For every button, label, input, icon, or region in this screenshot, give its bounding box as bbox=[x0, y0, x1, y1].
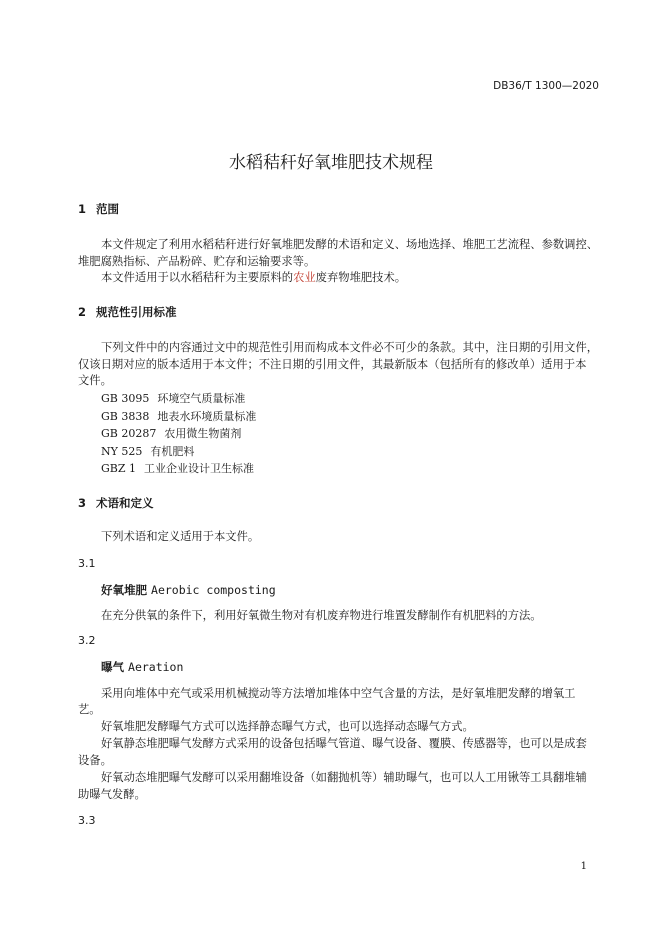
term-definition-line: 好氧堆肥发酵曝气方式可以选择静态曝气方式，也可以选择动态曝气方式。 bbox=[101, 720, 474, 733]
document-title: 水稻秸秆好氧堆肥技术规程 bbox=[229, 153, 433, 173]
section-2-heading bbox=[78, 304, 177, 320]
reference-code: GB 3095 bbox=[101, 392, 150, 405]
term-heading bbox=[101, 659, 183, 675]
reference-code: GB 3838 bbox=[101, 410, 150, 423]
section-title: 规范性引用标准 bbox=[96, 305, 177, 319]
term-definition-line: 设备。 bbox=[78, 754, 112, 767]
reference-name: 有机肥料 bbox=[150, 445, 195, 458]
reference-name: 地表水环境质量标准 bbox=[157, 410, 257, 423]
scope-p2-text-b: 废弃物堆肥技术。 bbox=[315, 271, 407, 284]
term-chinese: 好氧堆肥 bbox=[101, 583, 147, 597]
clause-number: 3.3 bbox=[78, 814, 96, 827]
term-english: Aerobic composting bbox=[151, 583, 276, 597]
section-number: 1 bbox=[78, 202, 87, 216]
term-definition-line: 采用向堆体中充气或采用机械搅动等方法增加堆体中空气含量的方法，是好氧堆肥发酵的增氧工 bbox=[101, 687, 576, 700]
standard-number: DB36/T 1300—2020 bbox=[493, 80, 599, 92]
reference-name: 工业企业设计卫生标准 bbox=[144, 462, 255, 475]
refs-intro-line-3: 文件。 bbox=[78, 374, 112, 387]
term-definition: 在充分供氧的条件下，利用好氧微生物对有机废弃物进行堆置发酵制作有机肥料的方法。 bbox=[101, 609, 542, 622]
section-number: 3 bbox=[78, 496, 87, 510]
reference-item bbox=[101, 425, 241, 441]
term-definition-line: 助曝气发酵。 bbox=[78, 788, 146, 801]
scope-paragraph-1: 本文件规定了利用水稻秸秆进行好氧堆肥发酵的术语和定义、场地选择、堆肥工艺流程、参数调控、 bbox=[101, 238, 599, 251]
reference-name: 农用微生物菌剂 bbox=[164, 427, 242, 440]
scope-paragraph-1-cont: 堆肥腐熟指标、产品粉碎、贮存和运输要求等。 bbox=[78, 255, 316, 268]
reference-item bbox=[101, 460, 254, 476]
reference-code: NY 525 bbox=[101, 445, 143, 458]
reference-item bbox=[101, 408, 256, 424]
term-english: Aeration bbox=[128, 660, 184, 674]
scope-p2-text-a: 本文件适用于以水稻秸秆为主要原料的 bbox=[101, 271, 294, 284]
term-definition-line: 好氧动态堆肥曝气发酵可以采用翻堆设备（如翻抛机等）辅助曝气，也可以人工用锹等工具翻堆辅 bbox=[101, 771, 587, 784]
scope-p2-highlight: 农业 bbox=[293, 271, 316, 284]
section-title: 术语和定义 bbox=[96, 496, 154, 510]
reference-item bbox=[101, 390, 245, 406]
reference-code: GB 20287 bbox=[101, 427, 157, 440]
reference-name: 环境空气质量标准 bbox=[157, 392, 246, 405]
reference-item bbox=[101, 443, 194, 459]
reference-code: GBZ 1 bbox=[101, 462, 137, 475]
page-number: 1 bbox=[580, 861, 587, 872]
refs-intro-line-1: 下列文件中的内容通过文中的规范性引用而构成本文件必不可少的条款。其中，注日期的引用文件， bbox=[101, 341, 599, 354]
term-definition-line: 好氧静态堆肥曝气发酵方式采用的设备包括曝气管道、曝气设备、覆膜、传感器等，也可以是成套 bbox=[101, 737, 587, 750]
section-title: 范围 bbox=[96, 202, 119, 216]
section-3-heading bbox=[78, 495, 154, 511]
section-1-heading bbox=[78, 201, 119, 217]
section-number: 2 bbox=[78, 305, 87, 319]
clause-number: 3.1 bbox=[78, 557, 96, 570]
scope-paragraph-2 bbox=[101, 269, 406, 286]
term-definition-line: 艺。 bbox=[78, 703, 101, 716]
clause-number: 3.2 bbox=[78, 634, 96, 647]
terms-intro: 下列术语和定义适用于本文件。 bbox=[101, 530, 260, 543]
term-chinese: 曝气 bbox=[101, 660, 124, 674]
refs-intro-line-2: 仅该日期对应的版本适用于本文件；不注日期的引用文件，其最新版本（包括所有的修改单）适用于本 bbox=[78, 358, 587, 371]
term-heading bbox=[101, 582, 276, 598]
